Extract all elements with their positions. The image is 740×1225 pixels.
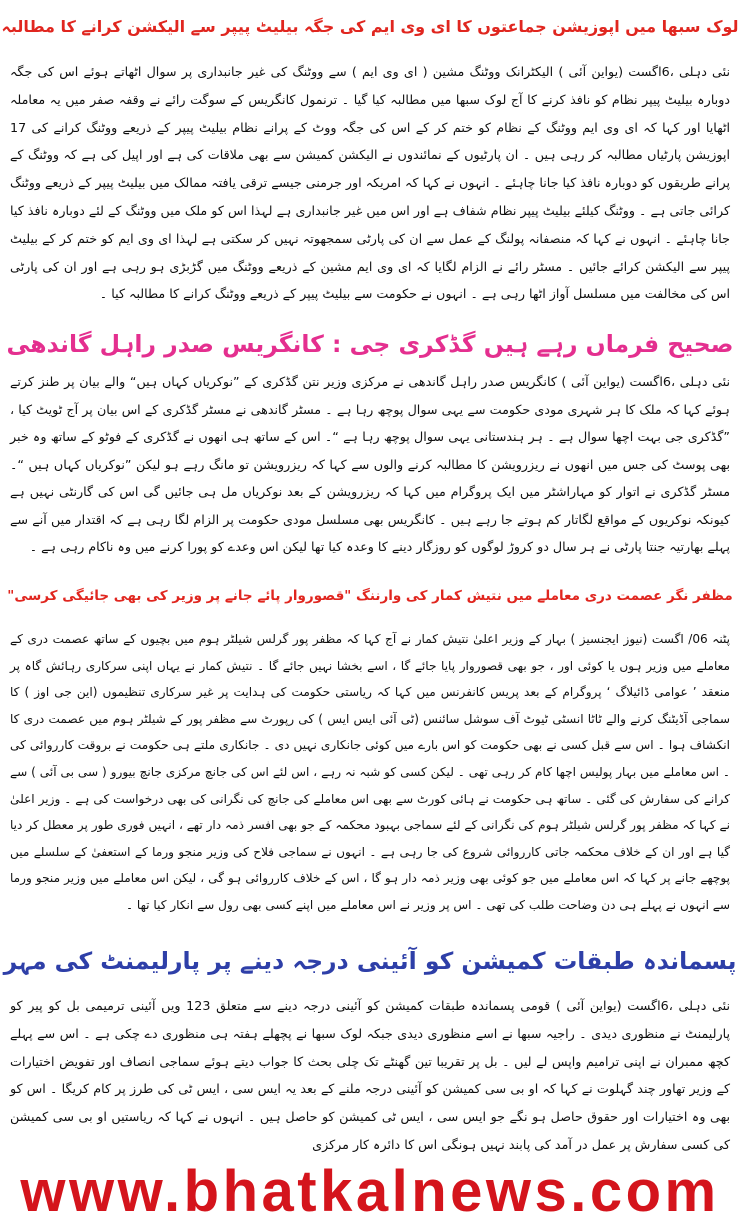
website-footer: www.bhatkalnews.com xyxy=(20,1164,720,1220)
article-3-paragraph: پٹنہ 06/ اگست (نیوز ایجنسیز ) بہار کے وزیر اعلیٰ نتیش کمار نے آج کہا کہ مظفر پور گرلس شیلٹر ہوم میں بچیوں کے ساتھ عصمت دری کے معاملے میں وزیر ہوں یا کوئی اور ، جو بھی قصوروار پایا جائے گا ، اسے بخشا نہیں جائے گا ۔ نتیش کمار نے یہاں اپنی سرکاری رہائش گاہ پر منعقد ’ عوامی ڈائیلاگ ‘ پروگرام کے بعد پریس کانفرنس میں کہا کہ ریاستی حکومت کی ہدایت پر غیر سرکاری تنظیموں (این جی اوز ) کا سماجی آڈیٹنگ کرنے والے ٹاٹا انسٹی ٹیوٹ آف سوشل سائنس (ٹی آئی ایس ایس ) کی رپورٹ سے مظفر پور کے شیلٹر ہوم میں عصمت دری کا انکشاف ہوا ۔ اس سے قبل کسی نے بھی حکومت کو اس بارے میں کوئی جانکاری نہیں دی ۔ جانکاری ملتے ہی حکومت نے بروقت کارروائی کی ۔ اس معاملے میں بہار پولیس اچھا کام کر رہی تھی ۔ لیکن کسی کو شبہ نہ رہے ، اس لئے اس کی جانچ مرکزی جانچ بیورو ( سی بی آئی ) سے کرانے کی سفارش کی گئی ۔ ساتھ ہی حکومت نے ہائی کورٹ سے بھی اس معاملے کی جانچ کی نگرانی کی بھی درخواست کی ہے ۔ وزیر اعلیٰ نے کہا کہ مظفر پور گرلس شیلٹر ہوم کی نگرانی کے لئے سماجی بہبود محکمہ کے جو بھی افسر ذمہ دار تھے ، انہیں فوری طور پر معطل کر دیا گیا ہے اور ان کے خلاف محکمہ جاتی کارروائی شروع کی جا رہی ہے ۔ انہوں نے سماجی فلاح کی وزیر منجو ورما کے استعفیٰ کے سلسلے میں پوچھے جانے پر کہا کہ اس معاملے میں جو کوئی بھی وزیر ذمہ دار ہو گا ، اس کے خلاف کارروائی ہو گی ، لیکن اس معاملے میں وزیر منجو ورما سے انہوں نے پہلے ہی دن وضاحت طلب کی تھی ۔ اس پر وزیر نے اس معاملے میں اپنے کسی بھی رول سے انکار کیا تھا ۔ xyxy=(10,632,730,912)
article-4-paragraph: نئی دہلی ،6اگست (یواین آئی ) قومی پسماندہ طبقات کمیشن کو آئینی درجہ دینے سے متعلق 123 ویں آئینی ترمیمی بل کو پیر کو پارلیمنٹ نے منظوری دیدی ۔ راجیہ سبھا نے اسے منظوری دیدی جبکہ لوک سبھا نے پچھلے ہفتہ ہی منظوری دے چکی ہے ۔ اس سے پہلے کچھ ممبران نے اپنی ترامیم واپس لے لیں ۔ بل پر تقریبا تین گھنٹے تک چلی بحث کا جواب دیتے ہوئے سماجی انصاف اور تفویض اختیارات کے وزیر تھاور چند گہلوت نے کہا کہ او بی سی کمیشن کو آئینی درجہ ملنے کے بعد یہ ایس سی ، ایس ٹی کی طرز پر کام کریگا ۔ اس کو بھی وہ اختیارات اور حقوق حاصل ہو نگے جو ایس سی ، ایس ٹی کمیشن کو حاصل ہیں ۔ انہوں نے کہا کہ ریاستیں او بی سی کمیشن کی کسی سفارش پر عمل در آمد کی پابند نہیں ہونگی اس کا دائرہ کار مرکزی xyxy=(10,998,730,1152)
article-3-body xyxy=(10,626,730,936)
article-1-paragraph: نئی دہلی ،6اگست (یواین آئی ) الیکٹرانک ووٹنگ مشین ( ای وی ایم ) سے ووٹنگ کی غیر جانبداری پر سوال اٹھاتے ہوئے اس کی جگہ دوبارہ بیلیٹ پیپر نظام کو نافذ کرنے کا آج لوک سبھا میں مطالبہ کیا گیا ۔ ترنمول کانگریس کے سوگت رائے نے وقفہ صفر میں یہ معاملہ اٹھایا اور کہا کہ ای وی ایم ووٹنگ کے نظام کو ختم کر کے اس کی جگہ ووٹ کے پرانے نظام بیلیٹ پیپر کے ذریعے ووٹنگ کرانے کی 17 اپوزیشن پارٹیاں مطالبہ کر رہی ہیں ۔ ان پارٹیوں کے نمائندوں نے الیکشن کمیشن سے بھی ملاقات کی ہے اور اپیل کی ہے کہ ووٹنگ کے پرانے طریقوں کو دوبارہ نافذ کیا جانا چاہئے ۔ انہوں نے کہا کہ امریکہ اور جرمنی جیسے ترقی یافتہ ممالک میں بیلیٹ پیپر کے ذریعے ووٹنگ کرائی جاتی ہے ۔ ووٹنگ کیلئے بیلیٹ پیپر نظام شفاف ہے اور اس میں غیر جانبداری ہے لہذا اس کو ملک میں ووٹنگ کے لئے دوبارہ نافذ کیا جانا چاہئے ۔ انہوں نے کہا کہ منصفانہ پولنگ کے عمل سے ان کی پارٹی سمجھوتہ نہیں کر سکتی ہے لہذا ای وی ایم کو ختم کر کے بیلیٹ پیپر سے الیکشن کرائے جائیں ۔ مسٹر رائے نے الزام لگایا کہ ای وی ایم مشین کے ذریعے ووٹنگ میں گڑبڑی ہو رہی ہے اور ان کی پارٹی اس کی مخالفت میں مسلسل آواز اٹھا رہی ہے ۔ انہوں نے حکومت سے بیلیٹ پیپر کے ذریعے ووٹنگ کرانے کا مطالبہ کیا ۔ xyxy=(10,64,730,302)
article-2-headline: صحیح فرماں رہے ہیں گڈکری جی : کانگریس صدر راہل گاندھی xyxy=(6,330,734,358)
article-2-paragraph: نئی دہلی ،6اگست (یواین آئی ) کانگریس صدر راہل گاندھی نے مرکزی وزیر نتن گڈکری کے ”نوکریاں کہاں ہیں“ والے بیان پر طنز کرتے ہوئے کہا کہ ملک کا ہر شہری مودی حکومت سے یہی سوال پوچھ رہا ہے ۔ مسٹر گاندھی نے مسٹر گڈکری کے اس بیان پر آج ٹویٹ کیا ، ”گڈکری جی بہت اچھا سوال ہے ۔ ہر ہندستانی یہی سوال پوچھ رہا ہے “۔ اس کے ساتھ ہی انھوں نے گڈکری کے فوٹو کے ساتھ وہ خبر بھی پوسٹ کی جس میں انھوں نے ریزرویشن کا مطالبہ کرنے والوں سے کہا کہ ریزرویشن تو مانگ رہے ہو لیکن ”نوکریاں کہاں ہیں “۔ مسٹر گڈکری نے اتوار کو مہاراشٹر میں ایک پروگرام میں کہا کہ ریزرویشن کے بعد نوکریاں مل ہی جائیں گی اس کی گارنٹی نہیں ہے کیونکہ نوکریوں کے مواقع لگاتار کم ہوتے جا رہے ہیں ۔ کانگریس بھی مسلسل مودی حکومت پر الزام لگا رہی ہے کہ اقتدار میں آنے سے پہلے بھارتیہ جنتا پارٹی نے ہر سال دو کروڑ لوگوں کو روزگار دینے کا وعدہ کیا تھا لیکن اس وعدے کو پورا کرنے میں وہ ناکام رہی ہے ۔ xyxy=(10,374,730,554)
article-2-body xyxy=(10,368,730,568)
article-1-headline: لوک سبھا میں اپوزیشن جماعتوں کا ای وی ایم کی جگہ بیلیٹ پیپر سے الیکشن کرانے کا مطالبہ xyxy=(1,17,739,36)
article-3-headline: مظفر نگر عصمت دری معاملے میں نتیش کمار کی وارننگ "قصوروار پائے جانے پر وزیر کی بھی جائیگی کرسی" xyxy=(7,588,733,604)
article-4-headline: پسماندہ طبقات کمیشن کو آئینی درجہ دینے پر پارلیمنٹ کی مہر xyxy=(3,947,737,975)
article-4-body xyxy=(10,992,730,1158)
article-1-body xyxy=(10,58,730,318)
